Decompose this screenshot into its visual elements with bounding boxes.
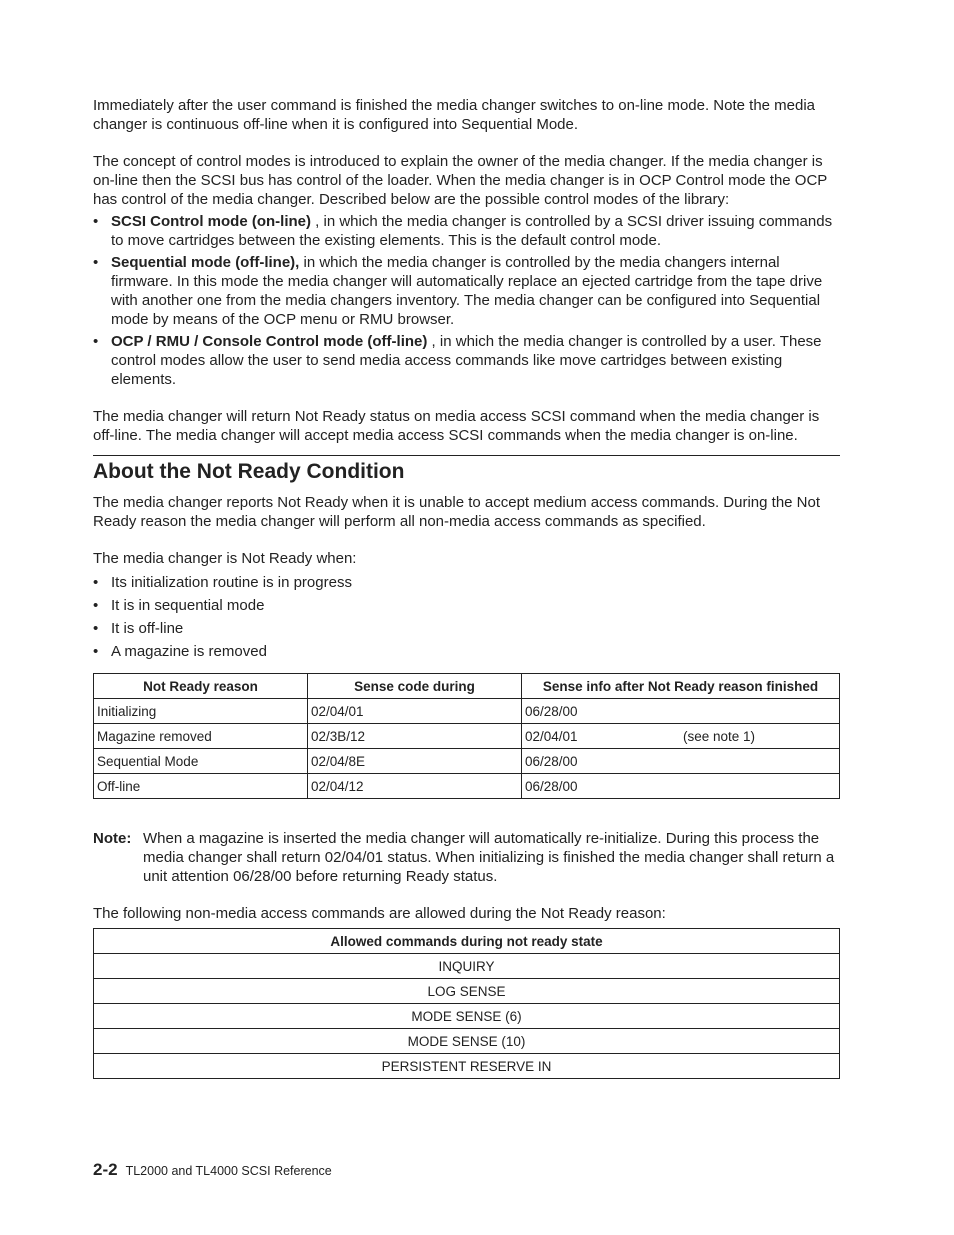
- table-cell: Magazine removed: [94, 724, 308, 749]
- table-cell: [522, 774, 840, 799]
- paragraph-not-ready-when: The media changer is Not Ready when:: [93, 550, 357, 567]
- paragraph-allowed-commands: The following non-media access commands are allowed during the Not Ready reason:: [93, 905, 666, 922]
- table-header-row: [94, 929, 840, 954]
- table-cell: [522, 699, 840, 724]
- sense-value: 06/28/00: [525, 778, 578, 794]
- list-item: • A magazine is removed: [93, 642, 840, 661]
- table-cell: 02/04/8E: [308, 749, 522, 774]
- table-row: [94, 1054, 840, 1079]
- table-row: [94, 1004, 840, 1029]
- paragraph-online-mode: Immediately after the user command is finished the media changer switches to on-line mode. Note the media changer is continuous off-line when it is configured into Sequential Mode.: [93, 97, 816, 133]
- table-cell: LOG SENSE: [94, 979, 840, 1004]
- section-divider: [93, 455, 840, 456]
- table-cell: MODE SENSE (6): [94, 1004, 840, 1029]
- table-cell: 02/3B/12: [308, 724, 522, 749]
- list-item: • Its initialization routine is in progress: [93, 573, 840, 592]
- table-cell: Initializing: [94, 699, 308, 724]
- column-header: Not Ready reason: [94, 674, 308, 699]
- list-item: • It is off-line: [93, 619, 840, 638]
- sense-value: 02/04/01: [525, 728, 578, 744]
- list-item: [93, 212, 840, 250]
- page-number: 2-2: [93, 1160, 118, 1179]
- note-text: When a magazine is inserted the media changer will automatically re-initialize. During this process the media changer shall return 02/04/01 status. When initializing is finished the media changer shall return a unit attention 06/28/00 before returning Ready status.: [143, 830, 835, 885]
- list-item: [93, 332, 840, 389]
- column-header: Sense info after Not Ready reason finished: [522, 674, 840, 699]
- sense-value: 06/28/00: [525, 703, 578, 719]
- table-row: [94, 724, 840, 749]
- page-footer: [93, 1160, 332, 1180]
- mode-term: Sequential mode (off-line),: [111, 254, 300, 271]
- table-row: [94, 749, 840, 774]
- not-ready-reasons-list: [93, 573, 840, 661]
- allowed-commands-table: [93, 928, 840, 1079]
- table-cell: [522, 749, 840, 774]
- list-item: [93, 253, 840, 329]
- table-cell: 02/04/01: [308, 699, 522, 724]
- mode-description: in which the media changer is controlled by the media changers internal firmware. In this mode the media changer will automatically replace an ejected cartridge from the tape drive with another one from the media changers inventory. The media changer can be configured into Sequential mode by means of the OCP menu or RMU browser.: [111, 254, 823, 328]
- column-header: Sense code during: [308, 674, 522, 699]
- paragraph-control-modes: The concept of control modes is introduced to explain the owner of the media changer. If the media changer is on-line then the SCSI bus has control of the loader. When the media changer is in OCP Control mode the OCP has control of the media changer. Described below are the possible control modes of the library:: [93, 153, 828, 208]
- table-row: [94, 699, 840, 724]
- document-title: TL2000 and TL4000 SCSI Reference: [125, 1164, 332, 1178]
- table-row: [94, 1029, 840, 1054]
- table-header-row: [94, 674, 840, 699]
- paragraph-not-ready-status: The media changer will return Not Ready status on media access SCSI command when the media changer is off-line. The media changer will accept media access SCSI commands when the media changer is on-line.: [93, 408, 820, 444]
- table-row: [94, 774, 840, 799]
- table-cell: Off-line: [94, 774, 308, 799]
- table-cell: INQUIRY: [94, 954, 840, 979]
- page-body: [93, 96, 840, 1079]
- note-block: [93, 829, 840, 886]
- mode-term: OCP / RMU / Console Control mode (off-line): [111, 333, 428, 350]
- section-heading: About the Not Ready Condition: [93, 460, 405, 483]
- mode-description: , in which the media changer is controlled by a user. These control modes allow the user to send media access commands like move cartridges between existing elements.: [111, 333, 822, 388]
- table-cell: [522, 724, 840, 749]
- mode-description: , in which the media changer is controlled by a SCSI driver issuing commands to move cartridges between the existing elements. This is the default control mode.: [111, 213, 833, 249]
- mode-term: SCSI Control mode (on-line): [111, 213, 311, 230]
- sense-note: (see note 1): [683, 728, 756, 744]
- control-modes-list: [93, 212, 840, 389]
- list-item: • It is in sequential mode: [93, 596, 840, 615]
- note-label: Note:: [93, 830, 132, 847]
- table-row: [94, 979, 840, 1004]
- sense-code-table: [93, 673, 840, 799]
- column-header: Allowed commands during not ready state: [94, 929, 840, 954]
- table-cell: 02/04/12: [308, 774, 522, 799]
- table-cell: MODE SENSE (10): [94, 1029, 840, 1054]
- sense-value: 06/28/00: [525, 753, 578, 769]
- table-row: [94, 954, 840, 979]
- table-cell: PERSISTENT RESERVE IN: [94, 1054, 840, 1079]
- paragraph-not-ready-report: The media changer reports Not Ready when it is unable to accept medium access commands. During the Not Ready reason the media changer will perform all non-media access commands as specified.: [93, 494, 821, 530]
- table-cell: Sequential Mode: [94, 749, 308, 774]
